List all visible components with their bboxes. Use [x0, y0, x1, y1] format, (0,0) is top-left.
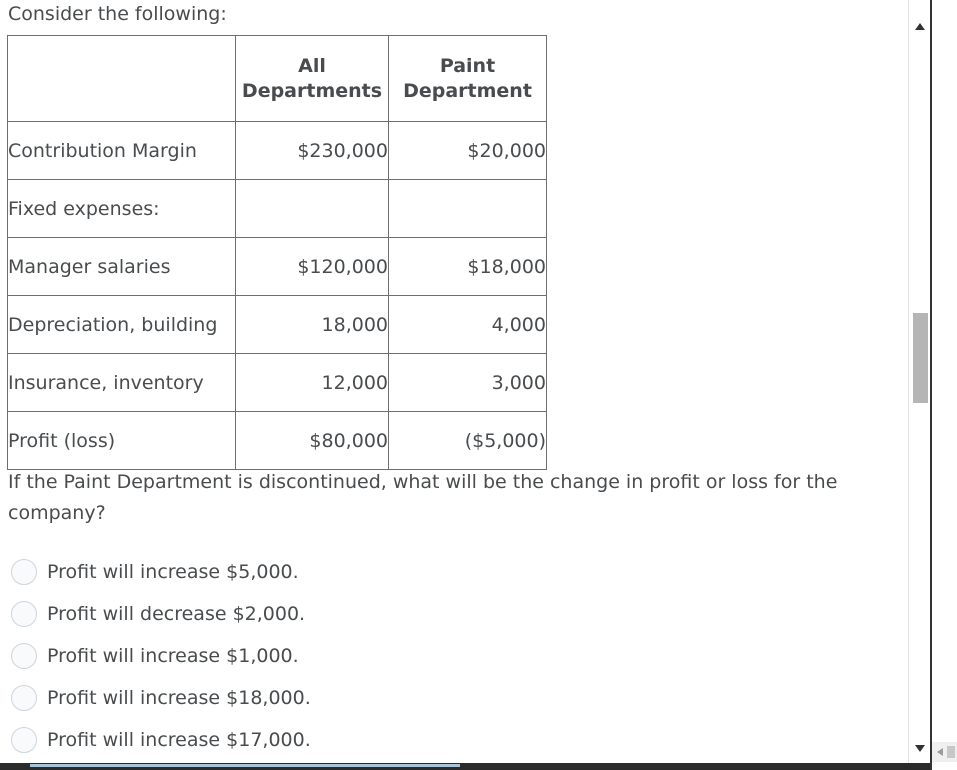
financial-table	[7, 35, 547, 470]
intro-text: Consider the following:	[8, 3, 227, 25]
scroll-left-arrow-icon[interactable]	[937, 748, 943, 756]
cell-all-departments: $80,000	[236, 412, 389, 470]
header-all-departments: All Departments	[236, 36, 389, 122]
table-row	[8, 180, 547, 238]
answer-option[interactable]	[11, 593, 311, 635]
table-row	[8, 296, 547, 354]
radio-button[interactable]	[11, 727, 37, 753]
row-label: Insurance, inventory	[8, 354, 236, 412]
cell-all-departments: 12,000	[236, 354, 389, 412]
cell-all-departments: $230,000	[236, 122, 389, 180]
table-row	[8, 412, 547, 470]
radio-button[interactable]	[11, 685, 37, 711]
table-header-row	[8, 36, 547, 122]
right-gutter	[932, 0, 957, 770]
horizontal-scrollbar-thumb[interactable]	[947, 746, 955, 758]
question-text: If the Paint Department is discontinued, what will be the change in profit or loss for the company?	[8, 471, 838, 524]
table-row	[8, 354, 547, 412]
answer-option[interactable]	[11, 635, 311, 677]
radio-button[interactable]	[11, 559, 37, 585]
cell-all-departments: $120,000	[236, 238, 389, 296]
answer-option[interactable]	[11, 677, 311, 719]
cell-all-departments	[236, 180, 389, 238]
radio-button[interactable]	[11, 643, 37, 669]
scroll-up-arrow-icon[interactable]	[915, 23, 925, 30]
cell-paint-department: 4,000	[389, 296, 547, 354]
cell-paint-department: $18,000	[389, 238, 547, 296]
header-paint-department: Paint Department	[389, 36, 547, 122]
cell-paint-department: $20,000	[389, 122, 547, 180]
cell-paint-department	[389, 180, 547, 238]
row-label: Depreciation, building	[8, 296, 236, 354]
row-label: Manager salaries	[8, 238, 236, 296]
row-label: Fixed expenses:	[8, 180, 236, 238]
row-label: Profit (loss)	[8, 412, 236, 470]
option-label[interactable]: Profit will decrease $2,000.	[47, 603, 306, 625]
option-label[interactable]: Profit will increase $1,000.	[47, 645, 299, 667]
cell-paint-department: 3,000	[389, 354, 547, 412]
scrollbar-thumb[interactable]	[913, 313, 928, 403]
cell-paint-department: ($5,000)	[389, 412, 547, 470]
radio-button[interactable]	[11, 601, 37, 627]
option-label[interactable]: Profit will increase $5,000.	[47, 561, 299, 583]
progress-indicator	[30, 764, 460, 767]
scroll-down-arrow-icon[interactable]	[915, 745, 925, 752]
table-row	[8, 122, 547, 180]
answer-option[interactable]	[11, 551, 311, 593]
cell-all-departments: 18,000	[236, 296, 389, 354]
header-empty	[8, 36, 236, 122]
option-label[interactable]: Profit will increase $17,000.	[47, 729, 311, 751]
table-row	[8, 238, 547, 296]
answer-option[interactable]	[11, 719, 311, 761]
row-label: Contribution Margin	[8, 122, 236, 180]
answer-options	[11, 551, 311, 761]
option-label[interactable]: Profit will increase $18,000.	[47, 687, 311, 709]
vertical-scrollbar[interactable]	[908, 0, 931, 763]
